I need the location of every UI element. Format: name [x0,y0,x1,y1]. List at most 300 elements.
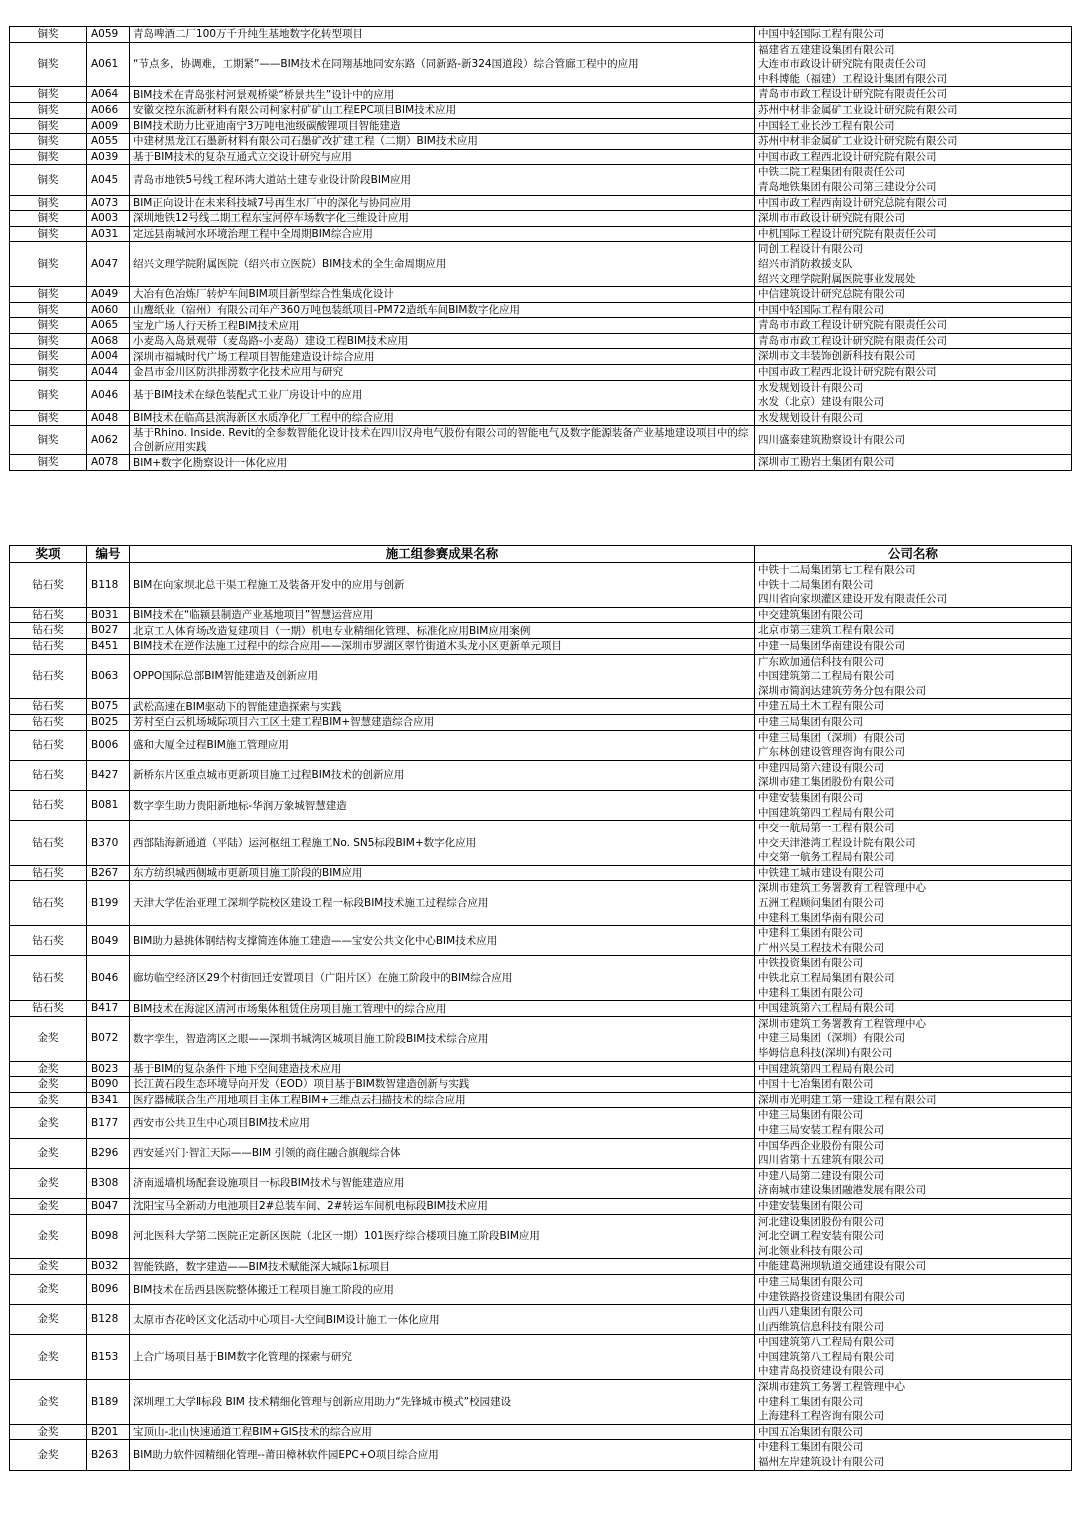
code-cell: B267 [87,865,130,881]
project-name-cell: BIM技术在青岛张村河景观桥梁“桥景共生”设计中的应用 [130,87,755,103]
award-cell: 铜奖 [10,287,87,303]
company-name: 中建科工集团华南有限公司 [758,911,884,924]
code-cell: B023 [87,1061,130,1077]
company-cell [755,149,1072,165]
project-name-cell: 西安市公共卫生中心项目BIM技术应用 [130,1108,755,1138]
award-cell: 金奖 [10,1440,87,1470]
award-cell: 金奖 [10,1305,87,1335]
company-cell [755,1061,1072,1077]
company-name: 中国五冶集团有限公司 [758,1425,863,1438]
code-cell: A059 [87,27,130,43]
company-name: 青岛市市政工程设计研究院有限责任公司 [758,319,947,332]
award-cell: 钻石奖 [10,563,87,608]
project-name-cell: 医疗器械联合生产用地项目主体工程BIM+三维点云扫描技术的综合应用 [130,1092,755,1108]
company-name: 中国建筑第六工程局有限公司 [758,1002,895,1015]
code-cell: A049 [87,287,130,303]
code-cell: B096 [87,1274,130,1304]
project-name-cell: 青岛市地铁5号线工程环湾大道站土建专业设计阶段BIM应用 [130,165,755,195]
project-name-cell: BIM技术在海淀区清河市场集体租赁住房项目施工管理中的综合应用 [130,1001,755,1017]
code-cell: B153 [87,1335,130,1380]
company-name: 中建三局集团（深圳）有限公司 [758,731,905,744]
table-row [10,455,1072,471]
code-cell: B201 [87,1424,130,1440]
company-name: 深圳市文丰装饰创新科技有限公司 [758,350,916,363]
award-cell: 钻石奖 [10,760,87,790]
company-name: 中国建筑第八工程局有限公司 [758,1350,895,1363]
award-cell: 铜奖 [10,242,87,287]
table-row [10,714,1072,730]
table-row [10,654,1072,699]
header-company: 公司名称 [755,546,1072,563]
code-cell: A065 [87,318,130,334]
company-name: 上海建科工程咨询有限公司 [758,1410,884,1423]
project-name-cell: 东方纺织城西侧城市更新项目施工阶段的BIM应用 [130,865,755,881]
company-name: 深圳市建筑工务署教育工程管理中心 [758,882,926,895]
company-name: 济南城市建设集团融港发展有限公司 [758,1184,926,1197]
award-cell: 铜奖 [10,195,87,211]
company-cell [755,563,1072,608]
company-cell [755,134,1072,150]
company-name: 河北领业科技有限公司 [758,1244,863,1257]
company-cell [755,118,1072,134]
table-header-row [10,546,1072,563]
code-cell: A064 [87,87,130,103]
company-name: 深圳市市政设计研究院有限公司 [758,212,905,225]
project-name-cell: 盛和大厦全过程BIM施工管理应用 [130,730,755,760]
table-row [10,349,1072,365]
code-cell: B370 [87,821,130,866]
code-cell: B308 [87,1168,130,1198]
company-cell [755,1016,1072,1061]
project-name-cell: 基于BIM的复杂条件下地下空间建造技术应用 [130,1061,755,1077]
company-name: 水发规划设计有限公司 [758,381,863,394]
company-name: 中信建筑设计研究总院有限公司 [758,288,905,301]
code-cell: A048 [87,410,130,426]
table-row [10,410,1072,426]
company-cell [755,623,1072,639]
table-row [10,380,1072,410]
award-cell: 金奖 [10,1380,87,1425]
code-cell: A060 [87,302,130,318]
company-name: 中机国际工程设计研究院有限责任公司 [758,227,937,240]
company-cell [755,211,1072,227]
company-cell [755,165,1072,195]
table-row [10,165,1072,195]
company-name: 中能建葛洲坝轨道交通建设有限公司 [758,1260,926,1273]
award-table-design-body [10,27,1072,471]
award-cell: 金奖 [10,1198,87,1214]
company-name: 五洲工程顾问集团有限公司 [758,897,884,910]
table-row [10,333,1072,349]
code-cell: A073 [87,195,130,211]
company-name: 中建科工集团有限公司 [758,1441,863,1454]
award-cell: 铜奖 [10,226,87,242]
award-cell: 钻石奖 [10,865,87,881]
table-row [10,287,1072,303]
code-cell: A045 [87,165,130,195]
company-cell [755,881,1072,926]
project-name-cell: 西部陆海新通道（平陆）运河枢纽工程施工No. SN5标段BIM+数字化应用 [130,821,755,866]
header-project: 施工组参赛成果名称 [130,546,755,563]
company-name: 中国十七冶集团有限公司 [758,1078,874,1091]
company-cell [755,102,1072,118]
code-cell: B046 [87,956,130,1001]
company-cell [755,242,1072,287]
award-cell: 金奖 [10,1214,87,1259]
award-cell: 金奖 [10,1092,87,1108]
company-cell [755,1108,1072,1138]
code-cell: A066 [87,102,130,118]
company-name: 四川省第十五建筑有限公司 [758,1154,884,1167]
table-row [10,426,1072,455]
award-cell: 金奖 [10,1335,87,1380]
award-cell: 钻石奖 [10,821,87,866]
company-name: 河北空调工程安装有限公司 [758,1230,884,1243]
table-row [10,1214,1072,1259]
table-row [10,865,1072,881]
company-cell [755,1440,1072,1470]
code-cell: B032 [87,1259,130,1275]
company-cell [755,1259,1072,1275]
table-row [10,821,1072,866]
company-cell [755,1198,1072,1214]
table-row [10,1274,1072,1304]
table-row [10,195,1072,211]
company-name: 深圳市简润达建筑劳务分包有限公司 [758,684,926,697]
project-name-cell: 数字孪生，智造湾区之眼——深圳书城湾区城项目施工阶段BIM技术综合应用 [130,1016,755,1061]
code-cell: A046 [87,380,130,410]
header-code: 编号 [87,546,130,563]
company-name: 福建省五建建设集团有限公司 [758,43,895,56]
company-name: 深圳市工勘岩土集团有限公司 [758,456,895,469]
company-cell [755,1424,1072,1440]
company-name: 中建三局安装工程有限公司 [758,1123,884,1136]
award-cell: 钻石奖 [10,607,87,623]
company-cell [755,226,1072,242]
company-name: 中国建筑第四工程局有限公司 [758,1062,895,1075]
project-name-cell: BIM助力软件园精细化管理--莆田樟林软件园EPC+O项目综合应用 [130,1440,755,1470]
table-row [10,1305,1072,1335]
project-name-cell: “节点多，协调难，工期紧”——BIM技术在同翔基地同安东路（同新路-新324国道段）综合管廊工程中的应用 [130,42,755,87]
award-cell: 金奖 [10,1077,87,1093]
company-name: 中国市政工程西北设计研究院有限公司 [758,366,937,379]
code-cell: B031 [87,607,130,623]
code-cell: B072 [87,1016,130,1061]
company-cell [755,638,1072,654]
project-name-cell: 新桥东片区重点城市更新项目施工过程BIM技术的创新应用 [130,760,755,790]
company-cell [755,410,1072,426]
code-cell: A044 [87,365,130,381]
company-cell [755,333,1072,349]
project-name-cell: 大冶有色冶炼厂转炉车间BIM项目新型综合性集成化设计 [130,287,755,303]
award-cell: 铜奖 [10,102,87,118]
project-name-cell: 深圳理工大学Ⅱ标段 BIM 技术精细化管理与创新应用助力“先锋城市模式”校园建设 [130,1380,755,1425]
table-row [10,1198,1072,1214]
company-name: 中建四局第六建设有限公司 [758,761,884,774]
award-table-construction-body [10,563,1072,1471]
award-cell: 铜奖 [10,87,87,103]
code-cell: B063 [87,654,130,699]
project-name-cell: 安徽交控东流新材料有限公司柯家村矿矿山工程EPC项目BIM技术应用 [130,102,755,118]
company-cell [755,365,1072,381]
table-row [10,226,1072,242]
company-name: 中建三局集团有限公司 [758,1109,863,1122]
company-name: 深圳市建筑工务署工程管理中心 [758,1381,905,1394]
table-row [10,1092,1072,1108]
company-name: 中交建筑集团有限公司 [758,608,863,621]
table-row [10,211,1072,227]
project-name-cell: 青岛啤酒二厂100万千升纯生基地数字化转型项目 [130,27,755,43]
award-cell: 铜奖 [10,333,87,349]
project-name-cell: 西安延兴门·智汇天际——BIM 引领的商住融合旗舰综合体 [130,1138,755,1168]
company-cell [755,865,1072,881]
company-cell [755,926,1072,956]
table-row [10,638,1072,654]
award-cell: 铜奖 [10,27,87,43]
project-name-cell: BIM技术在临高县滨海新区水质净化厂工程中的综合应用 [130,410,755,426]
project-name-cell: 数字孪生助力贵阳新地标-华润万象城智慧建造 [130,790,755,820]
project-name-cell: 太原市杏花岭区文化活动中心项目-大空间BIM设计施工一体化应用 [130,1305,755,1335]
table-row [10,1138,1072,1168]
project-name-cell: BIM+数字化勘察设计一体化应用 [130,455,755,471]
company-name: 中铁北京工程局集团有限公司 [758,972,895,985]
project-name-cell: 上合广场项目基于BIM数字化管理的探索与研究 [130,1335,755,1380]
company-name: 中交第一航务工程局有限公司 [758,851,895,864]
project-name-cell: 宝龙广场人行天桥工程BIM技术应用 [130,318,755,334]
company-cell [755,1092,1072,1108]
company-name: 中国中轻国际工程有限公司 [758,28,884,40]
award-cell: 铜奖 [10,165,87,195]
project-name-cell: 智能铁路，数字建造——BIM技术赋能深大城际1标项目 [130,1259,755,1275]
table-row [10,134,1072,150]
project-name-cell: 山鹰纸业（宿州）有限公司年产360万吨包装纸项目-PM72造纸车间BIM数字化应用 [130,302,755,318]
company-name: 广东林创建设管理咨询有限公司 [758,746,905,759]
award-cell: 钻石奖 [10,699,87,715]
project-name-cell: 绍兴文理学院附属医院（绍兴市立医院）BIM技术的全生命周期应用 [130,242,755,287]
award-cell: 铜奖 [10,365,87,381]
code-cell: B118 [87,563,130,608]
award-table-design [9,26,1072,471]
company-name: 福州左岸建筑设计有限公司 [758,1456,884,1469]
award-cell: 铜奖 [10,42,87,87]
award-cell: 金奖 [10,1061,87,1077]
company-cell [755,87,1072,103]
table-row [10,302,1072,318]
project-name-cell: 深圳市福城时代广场工程项目智能建造设计综合应用 [130,349,755,365]
company-cell [755,760,1072,790]
company-name: 中铁十二局集团有限公司 [758,578,874,591]
project-name-cell: BIM在向家坝北总干渠工程施工及装备开发中的应用与创新 [130,563,755,608]
table-row [10,1335,1072,1380]
award-table-construction [9,545,1072,1471]
company-name: 青岛地铁集团有限公司第三建设分公司 [758,180,937,193]
company-cell [755,1077,1072,1093]
award-cell: 金奖 [10,1274,87,1304]
company-cell [755,195,1072,211]
code-cell: B341 [87,1092,130,1108]
award-cell: 钻石奖 [10,623,87,639]
project-name-cell: 中建材黑龙江石墨新材料有限公司石墨矿改扩建工程（二期）BIM技术应用 [130,134,755,150]
company-cell [755,1274,1072,1304]
company-cell [755,654,1072,699]
code-cell: B189 [87,1380,130,1425]
company-name: 中国华西企业股份有限公司 [758,1139,884,1152]
award-cell: 铜奖 [10,134,87,150]
table-row [10,102,1072,118]
table-row [10,1168,1072,1198]
table-row [10,318,1072,334]
company-name: 中建安装集团有限公司 [758,791,863,804]
project-name-cell: 定远县南城河水环境治理工程中全周期BIM综合应用 [130,226,755,242]
company-cell [755,287,1072,303]
code-cell: B049 [87,926,130,956]
company-name: 中建三局集团（深圳）有限公司 [758,1032,905,1045]
award-cell: 钻石奖 [10,1001,87,1017]
table-row [10,926,1072,956]
project-name-cell: BIM技术在“临颍县制造产业基地项目”智慧运营应用 [130,607,755,623]
company-name: 中建三局集团有限公司 [758,715,863,728]
project-name-cell: 长江黄石段生态环境导向开发（EOD）项目基于BIM数智建造创新与实践 [130,1077,755,1093]
project-name-cell: BIM技术在岳西县医院整体搬迁工程项目施工阶段的应用 [130,1274,755,1304]
code-cell: B177 [87,1108,130,1138]
company-name: 深圳市光明建工第一建设工程有限公司 [758,1093,937,1106]
table-row [10,790,1072,820]
code-cell: B263 [87,1440,130,1470]
company-cell [755,1168,1072,1198]
project-name-cell: 济南遥墙机场配套设施项目一标段BIM技术与智能建造应用 [130,1168,755,1198]
company-name: 绍兴文理学院附属医院事业发展处 [758,272,916,285]
company-name: 中建八局第二建设有限公司 [758,1169,884,1182]
code-cell: B081 [87,790,130,820]
code-cell: A068 [87,333,130,349]
table-row [10,881,1072,926]
company-name: 中建科工集团有限公司 [758,986,863,999]
company-cell [755,730,1072,760]
company-name: 中国中轻国际工程有限公司 [758,303,884,316]
table-row [10,149,1072,165]
code-cell: A062 [87,426,130,455]
company-name: 山西八建集团有限公司 [758,1306,863,1319]
project-name-cell: BIM技术在逆作法施工过程中的综合应用——深圳市罗湖区翠竹街道木头龙小区更新单元项目 [130,638,755,654]
company-name: 中交一航局第一工程有限公司 [758,822,895,835]
project-name-cell: 深圳地铁12号线二期工程东宝河停车场数字化三维设计应用 [130,211,755,227]
company-name: 四川省向家坝灌区建设开发有限责任公司 [758,593,947,606]
company-cell [755,821,1072,866]
award-cell: 金奖 [10,1259,87,1275]
table-row [10,87,1072,103]
code-cell: B451 [87,638,130,654]
company-name: 水发规划设计有限公司 [758,411,863,424]
code-cell: A055 [87,134,130,150]
award-cell: 钻石奖 [10,714,87,730]
project-name-cell: 基于BIM技术在绿色装配式工业厂房设计中的应用 [130,380,755,410]
table-row [10,956,1072,1001]
company-name: 苏州中材非金属矿工业设计研究院有限公司 [758,135,958,148]
award-cell: 金奖 [10,1108,87,1138]
award-cell: 金奖 [10,1424,87,1440]
company-cell [755,714,1072,730]
award-cell: 钻石奖 [10,730,87,760]
project-name-cell: 天津大学佐治亚理工深圳学院校区建设工程一标段BIM技术施工过程综合应用 [130,881,755,926]
header-award: 奖项 [10,546,87,563]
code-cell: A031 [87,226,130,242]
project-name-cell: 金昌市金川区防洪排涝数字化技术应用与研究 [130,365,755,381]
company-name: 中建科工集团有限公司 [758,927,863,940]
table-row [10,1001,1072,1017]
code-cell: B027 [87,623,130,639]
award-cell: 钻石奖 [10,654,87,699]
company-cell [755,349,1072,365]
company-name: 中铁二院工程集团有限责任公司 [758,166,905,179]
award-cell: 铜奖 [10,302,87,318]
project-name-cell: 小麦岛入岛景观带（麦岛路-小麦岛）建设工程BIM技术应用 [130,333,755,349]
company-name: 深圳市建工集团股份有限公司 [758,776,895,789]
company-cell [755,27,1072,43]
code-cell: B090 [87,1077,130,1093]
award-cell: 金奖 [10,1138,87,1168]
company-name: 中建安装集团有限公司 [758,1199,863,1212]
company-name: 山西维筑信息科技有限公司 [758,1320,884,1333]
table-row [10,699,1072,715]
company-cell [755,1335,1072,1380]
company-cell [755,380,1072,410]
award-cell: 钻石奖 [10,638,87,654]
project-name-cell: 廊坊临空经济区29个村街回迁安置项目（广阳片区）在施工阶段中的BIM综合应用 [130,956,755,1001]
company-name: 中铁投资集团有限公司 [758,957,863,970]
company-cell [755,956,1072,1001]
code-cell: B199 [87,881,130,926]
company-name: 毕姆信息科技(深圳)有限公司 [758,1047,893,1059]
project-name-cell: BIM正向设计在未来科技城7号再生水厂中的深化与协同应用 [130,195,755,211]
company-name: 绍兴市消防救援支队 [758,257,853,270]
code-cell: A047 [87,242,130,287]
award-cell: 铜奖 [10,455,87,471]
award-cell: 金奖 [10,1168,87,1198]
project-name-cell: OPPO国际总部BIM智能建造及创新应用 [130,654,755,699]
award-cell: 钻石奖 [10,926,87,956]
company-name: 水发（北京）建设有限公司 [758,396,884,409]
project-name-cell: 沈阳宝马全新动力电池项目2#总装车间、2#转运车间机电标段BIM技术应用 [130,1198,755,1214]
table-row [10,563,1072,608]
table-row [10,1440,1072,1470]
table-row [10,1016,1072,1061]
project-name-cell: BIM助力悬挑体钢结构支撑简连体施工建造——宝安公共文化中心BIM技术应用 [130,926,755,956]
company-name: 中铁建工城市建设有限公司 [758,866,884,879]
project-name-cell: 芳村至白云机场城际项目六工区土建工程BIM+智慧建造综合应用 [130,714,755,730]
award-cell: 铜奖 [10,410,87,426]
award-cell: 铜奖 [10,211,87,227]
project-name-cell: 北京工人体育场改造复建项目（一期）机电专业精细化管理、标准化应用BIM应用案例 [130,623,755,639]
award-cell: 钻石奖 [10,790,87,820]
company-name: 中科博能（福建）工程设计集团有限公司 [758,72,947,85]
table-row [10,118,1072,134]
company-name: 大连市市政设计研究院有限责任公司 [758,58,926,71]
table-row [10,623,1072,639]
company-name: 中铁十二局集团第七工程有限公司 [758,564,916,576]
project-name-cell: 宝顶山-北山快速通道工程BIM+GIS技术的综合应用 [130,1424,755,1440]
company-cell [755,1305,1072,1335]
table-row [10,365,1072,381]
table-row [10,607,1072,623]
company-name: 中建青岛投资建设有限公司 [758,1365,884,1378]
award-cell: 铜奖 [10,318,87,334]
code-cell: B047 [87,1198,130,1214]
company-name: 中建五局土木工程有限公司 [758,700,884,713]
code-cell: A039 [87,149,130,165]
company-cell [755,1001,1072,1017]
award-cell: 铜奖 [10,349,87,365]
company-cell [755,426,1072,455]
